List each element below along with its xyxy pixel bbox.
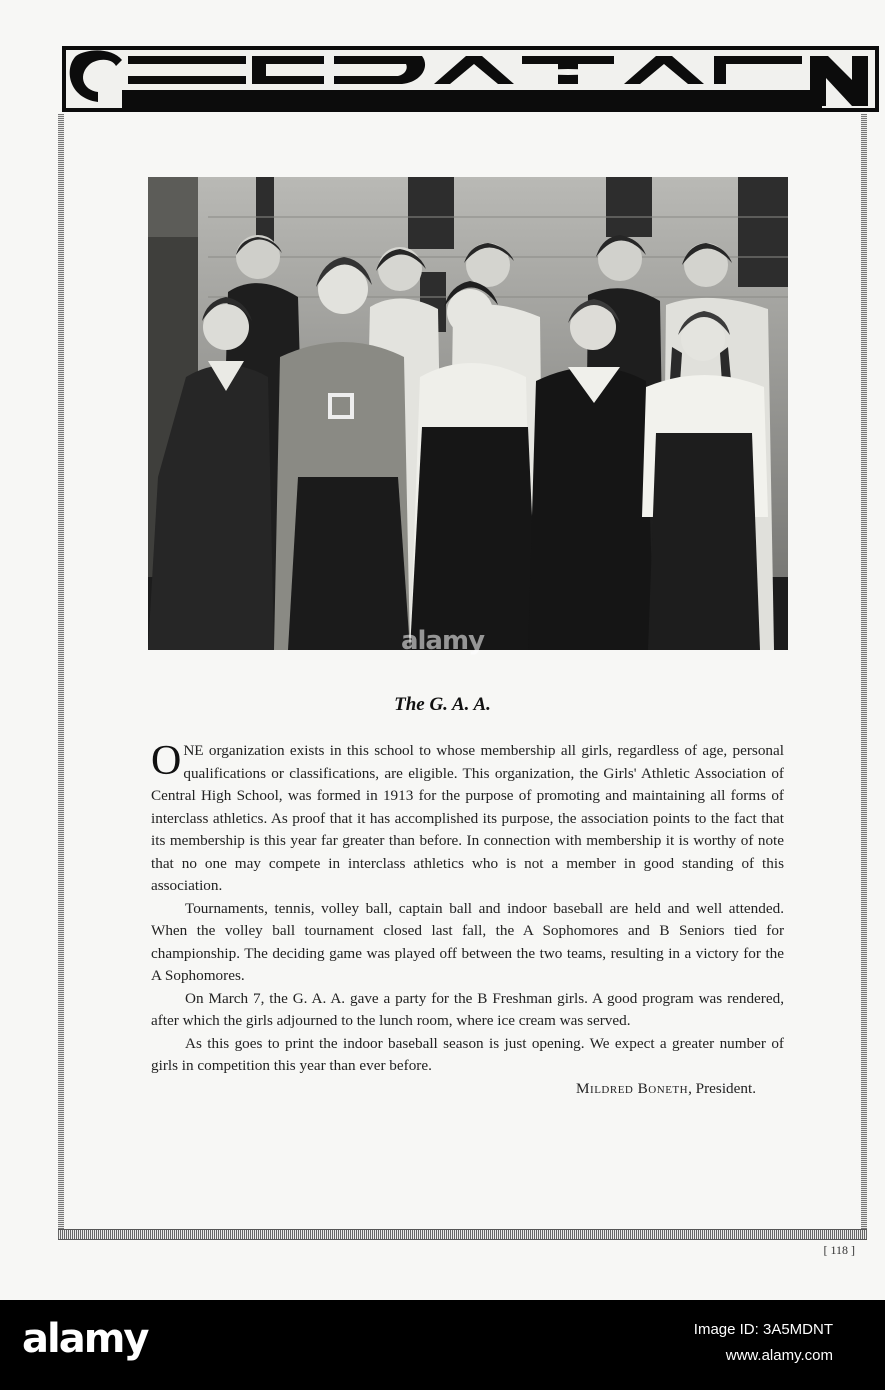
article-title: The G. A. A. (394, 694, 491, 715)
group-photograph (148, 177, 788, 650)
photo-illustration (148, 177, 788, 650)
paragraph-2: Tournaments, tennis, volley ball, captain ball and indoor baseball are held and well attended. When the volley ball tournament closed last fall, the A Sophomores and B Seniors tied for championship. The deciding game was played off between the two teams, resulting in a victory for the A Sophomores. (151, 899, 784, 984)
drop-cap: O (151, 738, 182, 784)
stock-url: www.alamy.com (725, 1347, 833, 1364)
ornate-header-banner (62, 46, 879, 112)
photo-watermark: alamy (400, 626, 485, 656)
right-border-rule (861, 114, 867, 1238)
page-number: [ 118 ] (823, 1243, 855, 1257)
paragraph-1-text: NE organization exists in this school to whose membership all girls, regardless of age, personal qualifications or classifications, are eligible. This organization, the Girls' Athletic Association of Central High School, was formed in 1913 for the purpose of promoting and maintaining all forms of interclass athletics. As proof that it has accomplished its purpose, the association points to the fact that its membership is this year far greater than before. In connection with membership it is worthy of note that no one may compete in interclass athletics who is not a member in good standing of this association. (151, 742, 784, 894)
paragraph-3: On March 7, the G. A. A. gave a party for the B Freshman girls. A good program was rendered, after which the girls adjourned to the lunch room, where ice cream was served. (151, 989, 784, 1029)
signature-title: , President. (688, 1079, 756, 1097)
banner-ornament (62, 46, 879, 112)
article-body (151, 740, 784, 1100)
stock-logo: alamy (22, 1316, 148, 1362)
paragraph-1 (151, 740, 784, 898)
stock-image-id: Image ID: 3A5MDNT (693, 1321, 833, 1338)
signature (151, 1078, 784, 1101)
bottom-border-rule (58, 1229, 867, 1240)
left-border-rule (58, 114, 64, 1238)
signature-name: Mildred Boneth (576, 1079, 689, 1097)
paragraph-4: As this goes to print the indoor baseball season is just opening. We expect a greater number of girls in competition this year than ever before. (151, 1034, 784, 1074)
